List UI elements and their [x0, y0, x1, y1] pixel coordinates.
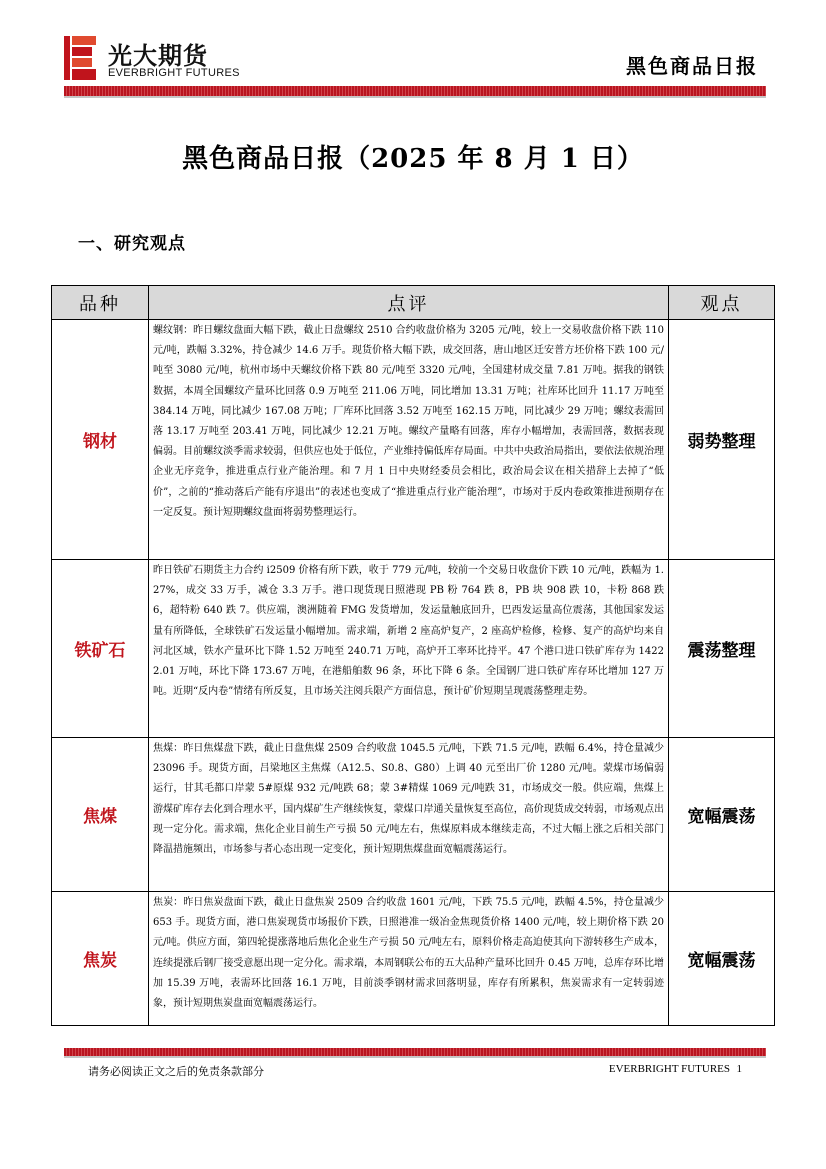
row-comment: 焦炭：昨日焦炭盘面下跌，截止日盘焦炭 2509 合约收盘 1601 元/吨，下跌 75.5 元/吨，跌幅 4.5%，持仓量减少 653 手。现货方面，港口焦炭现货市场报价下跌，日照港准一级冶金焦现货价格 1400 元/吨，较上期价格下跌 20 元/吨。供应方面，第四轮提涨落地后焦化企业生产亏损 50 元/吨左右，原料价格走高迫使其向下游转移生产成本，连续提涨后钢厂接受意愿出现一定分化。需求端，本周钢联公布的五大品种产量环比回升 0.45 万吨，总库存环比增加 15.39 万吨，表需环比回落 16.1 万吨，目前淡季钢材需求回落明显，库存有所累积，焦炭需求有一定转弱迹象，预计短期焦炭盘面宽幅震荡运行。	[149, 892, 669, 1026]
logo-chinese-text: 光大期货	[108, 42, 208, 70]
footer-divider	[64, 1048, 766, 1056]
row-comment: 昨日铁矿石期货主力合约 i2509 价格有所下跌，收于 779 元/吨，较前一个交易日收盘价下跌 10 元/吨，跌幅为 1.27%，成交 33 万手，减仓 3.3 万手。港口现货现日照港现 PB 粉 764 跌 8，PB 块 908 跌 10，卡粉 868 跌 6，超特粉 640 跌 7。供应端，澳洲随着 FMG 发货增加，发运量触底回升，巴西发运量高位震荡，其他国家发运量有所降低，全球铁矿石发运量小幅增加。需求端，新增 2 座高炉复产，2 座高炉检修，检修、复产的高炉均来自河北区域，铁水产量环比下降 1.52 万吨至 240.71 万吨，高炉开工率环比持平。47 个港口进口铁矿库存为 14222.01 万吨，环比下降 173.67 万吨，在港船舶数 96 条，环比下降 6 条。全国钢厂进口铁矿库存环比增加 127 万吨。近期“反内卷”情绪有所反复，且市场关注阅兵限产方面信息，预计矿价短期呈现震荡整理走势。	[149, 560, 669, 738]
row-view: 宽幅震荡	[669, 892, 775, 1026]
row-product: 铁矿石	[52, 560, 149, 738]
footer-brand: EVERBRIGHT FUTURES	[608, 1063, 730, 1075]
research-views-table	[51, 285, 775, 1026]
header-comment: 点评	[149, 286, 669, 320]
page-number: 1	[736, 1063, 742, 1075]
row-product: 焦煤	[52, 738, 149, 892]
row-view: 弱势整理	[669, 320, 775, 560]
row-comment: 焦煤：昨日焦煤盘下跌，截止日盘焦煤 2509 合约收盘 1045.5 元/吨，下跌 71.5 元/吨，跌幅 6.4%，持仓量减少 23096 手。现货方面，吕梁地区主焦煤（A12.5、S0.8、G80）上调 40 元至出厂价 1280 元/吨。蒙煤市场偏弱运行，甘其毛都口岸蒙 5#原煤 932 元/吨跌 68；蒙 3#精煤 1069 元/吨跌 31，市场成交一般。供应端，焦煤上游煤矿库存去化到合理水平，国内煤矿生产继续恢复，蒙煤口岸通关量恢复至高位，高价现货成交转弱，市场观点出现一定分化。需求端，焦化企业目前生产亏损 50 元/吨左右，焦煤原料成本继续走高，不过大幅上涨之后相关部门降温措施频出，市场参与者心态出现一定变化，预计短期焦煤盘面宽幅震荡运行。	[149, 738, 669, 892]
row-view: 宽幅震荡	[669, 738, 775, 892]
table-row	[52, 560, 775, 738]
everbright-logo-icon	[64, 36, 96, 80]
table-row	[52, 320, 775, 560]
header-product: 品种	[52, 286, 149, 320]
section-title: 一、研究观点	[78, 234, 186, 254]
document-title: 黑色商品日报（2025 年 8 月 1 日）	[182, 144, 644, 174]
table-row	[52, 738, 775, 892]
report-header-title: 黑色商品日报	[626, 54, 758, 78]
row-view: 震荡整理	[669, 560, 775, 738]
table-row	[52, 892, 775, 1026]
company-logo	[64, 36, 264, 82]
row-product: 焦炭	[52, 892, 149, 1026]
header-divider	[64, 86, 766, 96]
table-header-row	[52, 286, 775, 320]
row-product: 钢材	[52, 320, 149, 560]
logo-english-text: EVERBRIGHT FUTURES	[108, 67, 240, 79]
footer-disclaimer: 请务必阅读正文之后的免责条款部分	[88, 1065, 264, 1078]
row-comment: 螺纹钢：昨日螺纹盘面大幅下跌，截止日盘螺纹 2510 合约收盘价格为 3205 元/吨，较上一交易收盘价格下跌 110 元/吨，跌幅 3.32%，持仓减少 14.6 万手。现货价格大幅下跌，成交回落，唐山地区迁安普方坯价格下跌 100 元/吨至 3080 元/吨，杭州市场中天螺纹价格下跌 80 元/吨至 3320 元/吨，全国建材成交量 7.81 万吨。据我的钢铁数据，本周全国螺纹产量环比回落 0.9 万吨至 211.06 万吨，同比增加 13.31 万吨；社库环比回升 11.17 万吨至 384.14 万吨，同比减少 167.08 万吨；厂库环比回落 3.52 万吨至 162.15 万吨，同比减少 29 万吨；螺纹表需回落 13.17 万吨至 203.41 万吨，同比减少 12.21 万吨。螺纹产量略有回落，库存小幅增加，表需回落，数据表现偏弱。目前螺纹淡季需求较弱，但供应也处于低位，产业维持偏低库存局面。中共中央政治局指出，要依法依规治理企业无序竞争，推进重点行业产能治理。和 7 月 1 日中央财经委员会相比，政治局会议在相关措辞上去掉了“低价”，之前的“推动落后产能有序退出”的表述也变成了“推进重点行业产能治理”，市场对于反内卷政策推进预期存在一定反复。预计短期螺纹盘面将弱势整理运行。	[149, 320, 669, 560]
header-view: 观点	[669, 286, 775, 320]
